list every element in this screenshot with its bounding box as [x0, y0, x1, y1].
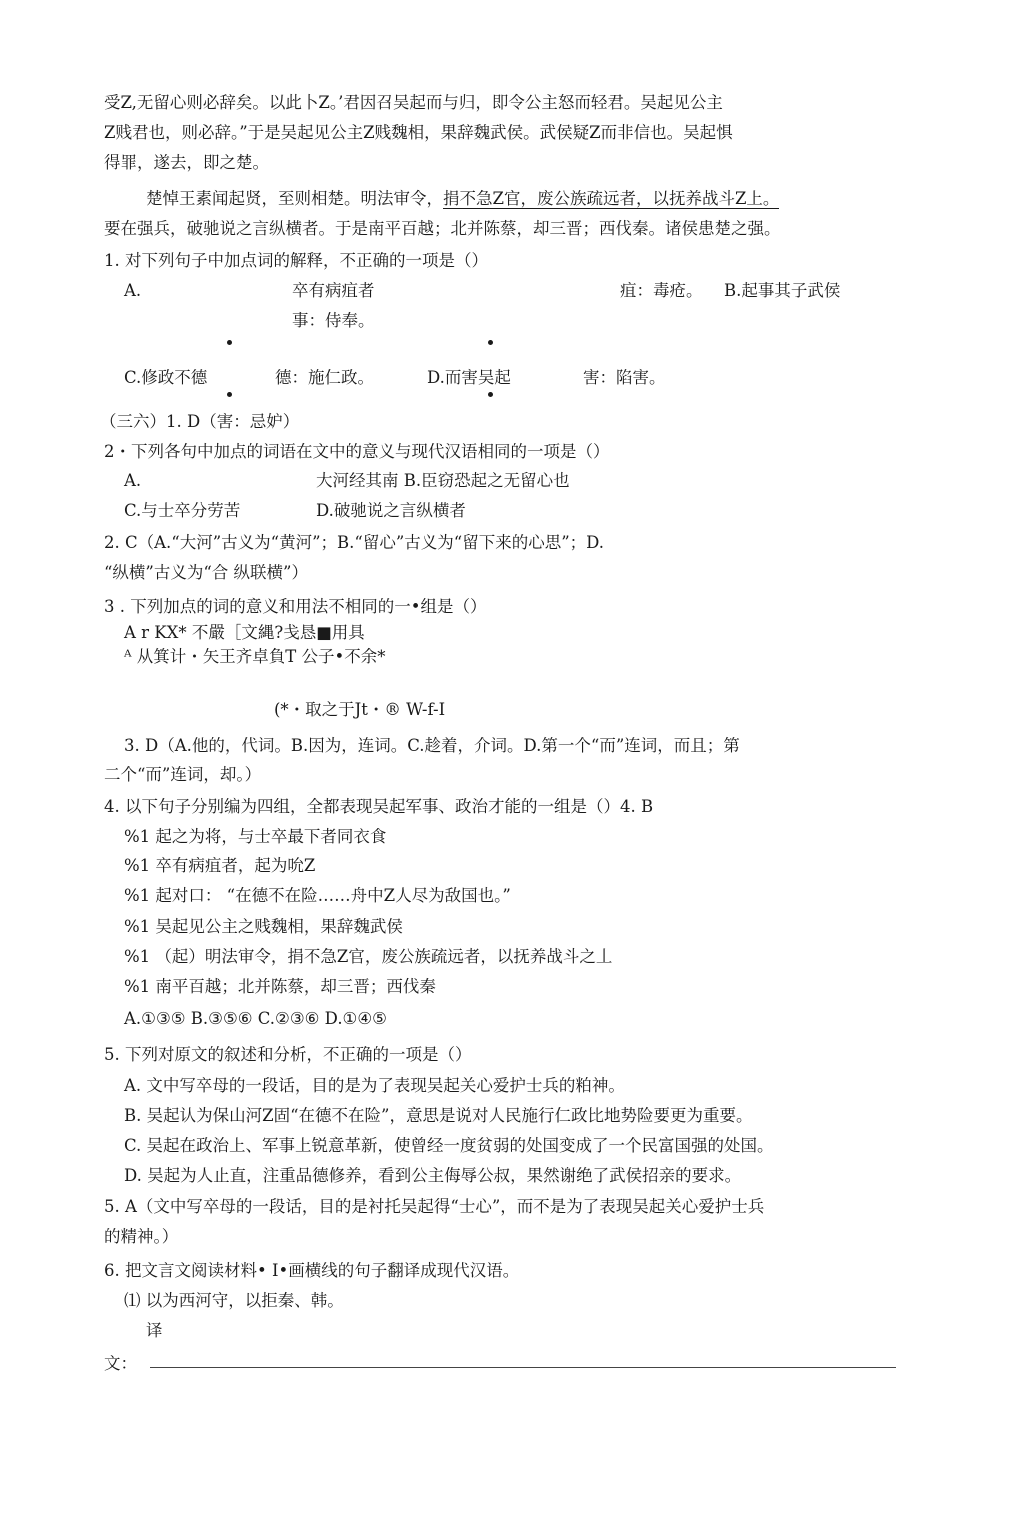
- q6-translation-label-bottom: 文：: [104, 1354, 137, 1373]
- q1-option-b-text: B.起事其子武侯: [724, 281, 841, 300]
- q5-answer-line-2: 的精神。）: [104, 1227, 179, 1246]
- q5-option-d: D. 吴起为人止直，注重品德修养，看到公主侮辱公叔，果然谢绝了武侯招亲的要求。: [124, 1166, 742, 1185]
- q5-answer-line-1: 5. A（文中写卒母的一段话，目的是衬托吴起得“士心”，而不是为了表现吴起关心爱护士兵: [104, 1197, 765, 1216]
- q5-option-c: C. 吴起在政治上、军事上锐意革新，使曾经一度贫弱的处国变成了一个民富国强的处国。: [124, 1136, 774, 1155]
- q6-stem: 6. 把文言文阅读材料• I•画横线的句子翻译成现代汉语。: [104, 1261, 520, 1280]
- q2-option-c-text: C.与士卒分劳苦: [124, 501, 241, 520]
- q4-stem: 4. 以下句子分别编为四组，全都表现吴起军事、政治才能的一组是（）4. B: [104, 797, 654, 816]
- passage-line-5: 要在强兵，破驰说之言纵横者。于是南平百越；北并陈蔡，却三晋；西伐秦。诸侯患楚之强。: [104, 219, 781, 238]
- q4-item: %1 起对口： “在德不在险……舟中Z人尽为敌国也。”: [124, 886, 511, 905]
- q3-stem: 3 . 下列加点的词的意义和用法不相同的一•组是（）: [104, 597, 487, 616]
- answer-blank-line[interactable]: [150, 1367, 896, 1368]
- q4-item: %1 南平百越；北并陈蔡，却三晋；西伐秦: [124, 977, 436, 996]
- q1-answer: （三六）1. D（害：忌妒）: [100, 412, 300, 431]
- emphasis-dot: [227, 340, 232, 345]
- q1-option-c-text: C.修政不德: [124, 368, 208, 387]
- q1-option-d-text: D.而害吴起: [427, 368, 511, 387]
- emphasis-dot: [488, 392, 493, 397]
- q4-item: %1 （起）明法审令，捐不急Z官，废公族疏远者，以抚养战斗之丄: [124, 947, 613, 966]
- q3-answer-line-2: 二个“而”连词，却。）: [104, 765, 262, 784]
- q1-option-b-gloss: 事：侍奉。: [292, 311, 375, 330]
- q3-options-line-3: (*・取之于Jt・® W-f-I: [274, 700, 446, 719]
- q1-option-c-gloss: 德：施仁政。: [275, 368, 374, 387]
- q2-stem: 2・下列各句中加点的词语在文中的意义与现代汉语相同的一项是（）: [104, 442, 610, 461]
- q4-options: A.①③⑤ B.③⑤⑥ C.②③⑥ D.①④⑤: [124, 1009, 387, 1028]
- passage-line-3: 得罪，遂去，即之楚。: [104, 153, 269, 172]
- q2-option-a-label: A.: [124, 471, 142, 490]
- q1-option-a-gloss: 疽：毒疮。: [620, 281, 703, 300]
- q1-option-d-gloss: 害：陷害。: [583, 368, 666, 387]
- passage-line-1: 受Z,无留心则必辞矣。以此卜Z。’君因召吴起而与归，即令公主怒而轻君。吴起见公主: [104, 93, 723, 112]
- passage-line-4-start: 楚悼王素闻起贤，至则相楚。明法审令，: [146, 189, 443, 208]
- emphasis-dot: [488, 340, 493, 345]
- emphasis-dot: [227, 392, 232, 397]
- q4-item: %1 卒有病疽者，起为吮Z: [124, 856, 316, 875]
- q2-option-ab-text: 大河经其南 B.臣窃恐起之无留心也: [316, 471, 570, 490]
- q1-option-a-label: A.: [124, 281, 142, 300]
- q2-answer-line-2: “纵横”古义为“合 纵联横”）: [104, 563, 308, 582]
- q6-sub-question-1: ⑴ 以为西河守，以拒秦、韩。: [124, 1291, 344, 1310]
- q5-option-b: B. 吴起认为保山河Z固“在德不在险”，意思是说对人民施行仁政比地势险要更为重要。: [124, 1106, 753, 1125]
- q4-item: %1 吴起见公主之贱魏相，果辞魏武侯: [124, 917, 403, 936]
- passage-underlined-sentence: 捐不急Z官，废公族疏远者，以抚养战斗Z上。: [443, 189, 780, 208]
- passage-line-2: Z贱君也，则必辞。”于是吴起见公主Z贱魏相，果辞魏武侯。武侯疑Z而非信也。吴起惧: [104, 123, 733, 142]
- q5-stem: 5. 下列对原文的叙述和分析，不正确的一项是（）: [104, 1045, 472, 1064]
- q6-translation-label-top: 译: [146, 1321, 163, 1340]
- q2-option-d-text: D.破驰说之言纵横者: [316, 501, 466, 520]
- q3-options-line-2: ᴬ 从箕计・矢王齐卓負T 公子•不余*: [124, 647, 386, 666]
- q1-option-a-text: 卒有病疽者: [292, 281, 375, 300]
- q3-options-line-1: A r KX* 不嚴［文縄?戋恳■用具: [124, 623, 365, 642]
- q2-answer-line-1: 2. C（A.“大河”古义为“黄河”；B.“留心”古义为“留下来的心思”；D.: [104, 533, 605, 552]
- q1-stem: 1. 对下列句子中加点词的解释，不正确的一项是（）: [104, 251, 488, 270]
- q4-item: %1 起之为将，与士卒最下者同衣食: [124, 827, 387, 846]
- q5-option-a: A. 文中写卒母的一段话，目的是为了表现吴起关心爱护士兵的粕神。: [124, 1076, 625, 1095]
- q3-answer-line-1: 3. D（A.他的，代词。B.因为，连词。C.趁着，介词。D.第一个“而”连词，而且；第: [124, 736, 740, 755]
- passage-line-4: [146, 188, 779, 209]
